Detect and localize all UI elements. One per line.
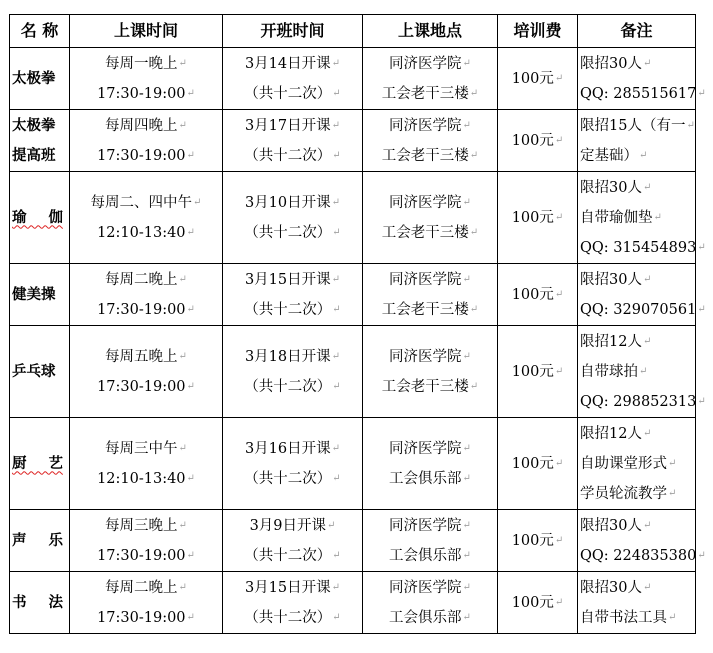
fee xyxy=(498,572,578,634)
location-line: 工会俱乐部 xyxy=(389,609,462,626)
location xyxy=(363,510,498,572)
paragraph-mark-icon: ↵ xyxy=(331,273,341,285)
class-time-line: 每周四晚上 xyxy=(105,117,178,134)
start-date xyxy=(223,172,363,264)
paragraph-mark-icon: ↵ xyxy=(469,87,479,99)
location-line: 同济医学院 xyxy=(389,579,462,596)
header-class-time: 上课时间 xyxy=(70,15,223,48)
paragraph-mark-icon: ↵ xyxy=(462,472,471,484)
notes-line: 自带瑜伽垫 xyxy=(580,209,653,226)
paragraph-mark-icon: ↵ xyxy=(332,303,341,315)
course-row-cooking xyxy=(10,418,696,510)
location-line: 工会老干三楼 xyxy=(381,378,469,395)
class-time-line: 17:30-19:00 xyxy=(97,378,186,395)
paragraph-mark-icon: ↵ xyxy=(653,211,662,223)
paragraph-mark-icon: ↵ xyxy=(639,149,648,161)
paragraph-mark-icon: ↵ xyxy=(697,241,706,253)
fee xyxy=(498,326,578,418)
class-time xyxy=(70,572,223,634)
class-time xyxy=(70,326,223,418)
fee-text: 100元 xyxy=(511,363,554,380)
paragraph-mark-icon: ↵ xyxy=(178,119,187,131)
fee xyxy=(498,264,578,326)
start-date xyxy=(223,110,363,172)
paragraph-mark-icon: ↵ xyxy=(178,273,187,285)
paragraph-mark-icon: ↵ xyxy=(469,226,479,238)
notes xyxy=(578,264,706,326)
paragraph-mark-icon: ↵ xyxy=(642,57,652,69)
start-date-line: 3月16日开课 xyxy=(244,440,331,457)
course-name-text: 太极拳提高班 xyxy=(12,116,56,164)
fee-text: 100元 xyxy=(511,594,554,611)
paragraph-mark-icon: ↵ xyxy=(668,457,677,469)
notes-line: 限招15人（有一 xyxy=(580,117,686,134)
header-name: 名 称 xyxy=(10,15,70,48)
header-location: 上课地点 xyxy=(363,15,498,48)
notes-line: 自助课堂形式 xyxy=(580,455,667,472)
paragraph-mark-icon: ↵ xyxy=(178,350,187,362)
notes-line: 自带球拍 xyxy=(580,363,638,380)
paragraph-mark-icon: ↵ xyxy=(554,211,564,223)
notes-line: 学员轮流教学 xyxy=(580,485,667,502)
fee xyxy=(498,418,578,510)
location-line: 同济医学院 xyxy=(389,440,462,457)
class-time-line: 每周五晚上 xyxy=(105,348,178,365)
paragraph-mark-icon: ↵ xyxy=(469,380,479,392)
course-name xyxy=(10,418,70,510)
fee-text: 100元 xyxy=(511,209,554,226)
notes-line: 限招30人 xyxy=(580,517,642,534)
paragraph-mark-icon: ↵ xyxy=(186,472,195,484)
class-time xyxy=(70,48,223,110)
course-row-taiji xyxy=(10,48,696,110)
paragraph-mark-icon: ↵ xyxy=(697,87,706,99)
paragraph-mark-icon: ↵ xyxy=(186,226,195,238)
location xyxy=(363,172,498,264)
paragraph-mark-icon: ↵ xyxy=(462,196,471,208)
fee xyxy=(498,110,578,172)
paragraph-mark-icon: ↵ xyxy=(462,350,471,362)
class-time xyxy=(70,510,223,572)
paragraph-mark-icon: ↵ xyxy=(186,87,195,99)
start-date-line: 3月9日开课 xyxy=(249,517,327,534)
paragraph-mark-icon: ↵ xyxy=(642,427,652,439)
notes-line: QQ: 315454893 xyxy=(580,239,697,256)
paragraph-mark-icon: ↵ xyxy=(332,149,341,161)
paragraph-mark-icon: ↵ xyxy=(186,303,195,315)
fee xyxy=(498,172,578,264)
paragraph-mark-icon: ↵ xyxy=(642,519,652,531)
start-date-line: （共十二次） xyxy=(244,547,332,564)
notes xyxy=(578,418,696,510)
course-row-vocal-music xyxy=(10,510,696,572)
class-time-line: 每周一晚上 xyxy=(105,55,178,72)
paragraph-mark-icon: ↵ xyxy=(327,519,336,531)
paragraph-mark-icon: ↵ xyxy=(186,149,195,161)
course-name-text: 书 法 xyxy=(12,593,63,611)
start-date xyxy=(223,264,363,326)
class-time-line: 12:10-13:40 xyxy=(97,470,186,487)
paragraph-mark-icon: ↵ xyxy=(462,581,471,593)
paragraph-mark-icon: ↵ xyxy=(668,487,677,499)
paragraph-mark-icon: ↵ xyxy=(178,519,187,531)
paragraph-mark-icon: ↵ xyxy=(462,611,471,623)
location xyxy=(363,326,498,418)
class-time-line: 12:10-13:40 xyxy=(97,224,186,241)
paragraph-mark-icon: ↵ xyxy=(332,549,341,561)
location-line: 同济医学院 xyxy=(389,194,462,211)
course-name-text: 厨 艺 xyxy=(12,454,63,472)
start-date-line: 3月15日开课 xyxy=(244,271,331,288)
class-time xyxy=(70,172,223,264)
paragraph-mark-icon: ↵ xyxy=(462,442,471,454)
course-name-text: 瑜 伽 xyxy=(12,208,63,226)
notes-line: QQ: 224835380 xyxy=(580,547,697,564)
fee-text: 100元 xyxy=(511,70,554,87)
notes-line: 自带书法工具 xyxy=(580,609,667,626)
fee-text: 100元 xyxy=(511,286,554,303)
header-row xyxy=(10,15,696,48)
fee xyxy=(498,48,578,110)
paragraph-mark-icon: ↵ xyxy=(331,581,341,593)
start-date-line: 3月10日开课 xyxy=(244,194,331,211)
notes-line: 限招30人 xyxy=(580,579,642,596)
notes xyxy=(578,172,706,264)
course-name xyxy=(10,172,70,264)
paragraph-mark-icon: ↵ xyxy=(332,472,341,484)
course-name-text: 声 乐 xyxy=(12,531,63,549)
course-name xyxy=(10,48,70,110)
notes-line: QQ: 285515617 xyxy=(580,85,697,102)
location-line: 工会老干三楼 xyxy=(381,147,469,164)
paragraph-mark-icon: ↵ xyxy=(331,196,341,208)
header-start-date: 开班时间 xyxy=(223,15,363,48)
course-row-table-tennis xyxy=(10,326,696,418)
course-row-taiji-advanced xyxy=(10,110,696,172)
paragraph-mark-icon: ↵ xyxy=(469,149,479,161)
location-line: 同济医学院 xyxy=(389,517,462,534)
notes-line: 限招30人 xyxy=(580,55,642,72)
class-time-line: 每周三中午 xyxy=(105,440,178,457)
location-line: 工会俱乐部 xyxy=(389,547,462,564)
notes-line: 限招30人 xyxy=(580,179,642,196)
course-name xyxy=(10,572,70,634)
notes-line: 限招12人 xyxy=(580,333,642,350)
fee-text: 100元 xyxy=(511,455,554,472)
start-date-line: （共十二次） xyxy=(244,147,332,164)
location xyxy=(363,418,498,510)
course-name-text: 健美操 xyxy=(12,285,56,303)
start-date-line: 3月18日开课 xyxy=(244,348,331,365)
notes xyxy=(578,326,706,418)
location-line: 工会老干三楼 xyxy=(381,85,469,102)
start-date xyxy=(223,572,363,634)
location-line: 工会俱乐部 xyxy=(389,470,462,487)
paragraph-mark-icon: ↵ xyxy=(697,395,706,407)
location xyxy=(363,264,498,326)
paragraph-mark-icon: ↵ xyxy=(178,581,187,593)
header-fee: 培训费 xyxy=(498,15,578,48)
paragraph-mark-icon: ↵ xyxy=(642,181,652,193)
paragraph-mark-icon: ↵ xyxy=(186,549,195,561)
class-time-line: 17:30-19:00 xyxy=(97,547,186,564)
paragraph-mark-icon: ↵ xyxy=(462,549,471,561)
paragraph-mark-icon: ↵ xyxy=(462,57,471,69)
paragraph-mark-icon: ↵ xyxy=(686,119,695,131)
paragraph-mark-icon: ↵ xyxy=(554,288,564,300)
location-line: 同济医学院 xyxy=(389,117,462,134)
paragraph-mark-icon: ↵ xyxy=(332,611,341,623)
paragraph-mark-icon: ↵ xyxy=(462,519,471,531)
paragraph-mark-icon: ↵ xyxy=(639,365,648,377)
start-date-line: （共十二次） xyxy=(244,224,332,241)
paragraph-mark-icon: ↵ xyxy=(697,303,706,315)
start-date-line: 3月14日开课 xyxy=(244,55,331,72)
start-date-line: （共十二次） xyxy=(244,301,332,318)
course-name-text: 太极拳 xyxy=(12,69,56,87)
paragraph-mark-icon: ↵ xyxy=(554,365,564,377)
course-row-aerobics xyxy=(10,264,696,326)
fee-text: 100元 xyxy=(511,532,554,549)
start-date-line: 3月15日开课 xyxy=(244,579,331,596)
course-row-yoga xyxy=(10,172,696,264)
paragraph-mark-icon: ↵ xyxy=(193,196,202,208)
class-time xyxy=(70,264,223,326)
paragraph-mark-icon: ↵ xyxy=(178,442,187,454)
location-line: 同济医学院 xyxy=(389,348,462,365)
fee xyxy=(498,510,578,572)
start-date xyxy=(223,418,363,510)
notes xyxy=(578,572,696,634)
start-date-line: 3月17日开课 xyxy=(244,117,331,134)
paragraph-mark-icon: ↵ xyxy=(178,57,187,69)
paragraph-mark-icon: ↵ xyxy=(554,72,564,84)
notes xyxy=(578,48,706,110)
location xyxy=(363,110,498,172)
course-name xyxy=(10,326,70,418)
start-date-line: （共十二次） xyxy=(244,470,332,487)
paragraph-mark-icon: ↵ xyxy=(554,534,564,546)
location-line: 工会老干三楼 xyxy=(381,301,469,318)
paragraph-mark-icon: ↵ xyxy=(332,380,341,392)
course-name xyxy=(10,264,70,326)
location-line: 工会老干三楼 xyxy=(381,224,469,241)
paragraph-mark-icon: ↵ xyxy=(554,134,564,146)
notes-line: QQ: 298852313 xyxy=(580,393,697,410)
paragraph-mark-icon: ↵ xyxy=(462,273,471,285)
class-time-line: 17:30-19:00 xyxy=(97,609,186,626)
class-time-line: 17:30-19:00 xyxy=(97,301,186,318)
paragraph-mark-icon: ↵ xyxy=(331,350,341,362)
notes xyxy=(578,110,696,172)
fee-text: 100元 xyxy=(511,132,554,149)
paragraph-mark-icon: ↵ xyxy=(668,611,677,623)
paragraph-mark-icon: ↵ xyxy=(186,611,195,623)
course-name-text: 乒乓球 xyxy=(12,362,56,380)
header-notes: 备注 xyxy=(578,15,696,48)
location-line: 同济医学院 xyxy=(389,55,462,72)
notes-line: 限招30人 xyxy=(580,271,642,288)
start-date-line: （共十二次） xyxy=(244,378,332,395)
paragraph-mark-icon: ↵ xyxy=(331,57,341,69)
start-date-line: （共十二次） xyxy=(244,85,332,102)
paragraph-mark-icon: ↵ xyxy=(642,335,652,347)
notes-line: 定基础） xyxy=(580,147,638,164)
course-row-calligraphy xyxy=(10,572,696,634)
course-name xyxy=(10,510,70,572)
class-time-line: 每周三晚上 xyxy=(105,517,178,534)
paragraph-mark-icon: ↵ xyxy=(462,119,471,131)
start-date-line: （共十二次） xyxy=(244,609,332,626)
notes xyxy=(578,510,706,572)
paragraph-mark-icon: ↵ xyxy=(186,380,195,392)
course-name xyxy=(10,110,70,172)
paragraph-mark-icon: ↵ xyxy=(642,581,652,593)
paragraph-mark-icon: ↵ xyxy=(331,119,341,131)
notes-line: QQ: 329070561 xyxy=(580,301,697,318)
class-time xyxy=(70,110,223,172)
location xyxy=(363,48,498,110)
start-date xyxy=(223,510,363,572)
paragraph-mark-icon: ↵ xyxy=(554,596,564,608)
class-time xyxy=(70,418,223,510)
class-time-line: 每周二晚上 xyxy=(105,271,178,288)
start-date xyxy=(223,326,363,418)
paragraph-mark-icon: ↵ xyxy=(332,87,341,99)
class-time-line: 17:30-19:00 xyxy=(97,85,186,102)
location xyxy=(363,572,498,634)
paragraph-mark-icon: ↵ xyxy=(642,273,652,285)
paragraph-mark-icon: ↵ xyxy=(331,442,341,454)
class-time-line: 每周二晚上 xyxy=(105,579,178,596)
class-time-line: 17:30-19:00 xyxy=(97,147,186,164)
class-time-line: 每周二、四中午 xyxy=(90,194,193,211)
paragraph-mark-icon: ↵ xyxy=(697,549,706,561)
paragraph-mark-icon: ↵ xyxy=(469,303,479,315)
start-date xyxy=(223,48,363,110)
notes-line: 限招12人 xyxy=(580,425,642,442)
course-schedule-table xyxy=(9,14,706,634)
paragraph-mark-icon: ↵ xyxy=(332,226,341,238)
location-line: 同济医学院 xyxy=(389,271,462,288)
paragraph-mark-icon: ↵ xyxy=(554,457,564,469)
